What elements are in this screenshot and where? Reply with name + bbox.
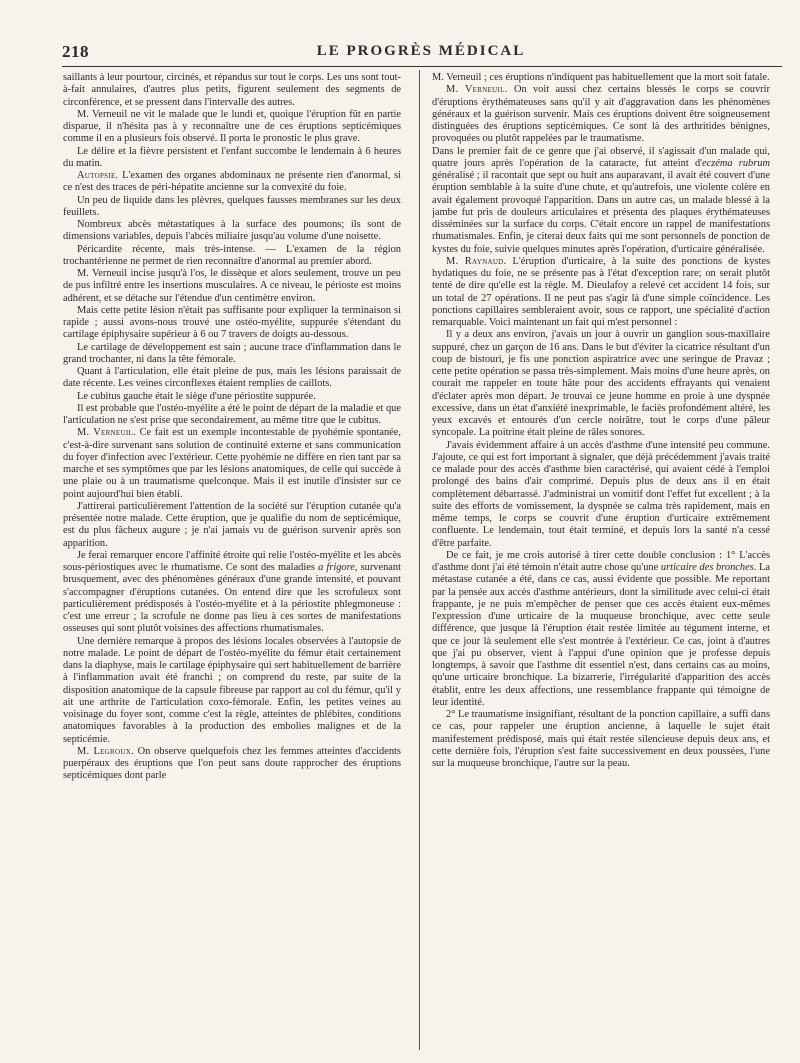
paragraph-text: On voit aussi chez certains blessés le corps se couvrir d'éruptions érythémateuses sans qu'il y ait d'aggravation dans les phénomènes généraux et la guérison survenir. Mais ces éruptions doivent être soigneusement distinguées des éruptions septicémiques. Ce sont là des arthritides bénignes, provoquées ou plutôt rappelées par le traumatisme. [432, 84, 770, 145]
paragraph-text: Le délire et la fièvre persistent et l'enfant succombe le lendemain à 6 heures du matin. [63, 145, 401, 169]
paragraph [63, 219, 401, 244]
italic-term: eczéma rubrum [702, 157, 770, 169]
paragraph-text: Je ferai remarquer encore l'affinité étroite qui relie l'ostéo-myélite et les abcès sous-périostiques avec le rhumatisme. Ce sont des maladies [63, 549, 401, 573]
paragraph [63, 146, 401, 171]
header-rule [62, 66, 782, 67]
italic-term: a frigore [318, 562, 355, 573]
paragraph [63, 550, 401, 636]
paragraph [63, 244, 401, 269]
left-column [63, 72, 401, 1047]
running-title: LE PROGRÈS MÉDICAL [316, 43, 526, 59]
paragraph-text: M. Verneuil ; ces éruptions n'indiquent pas habituellement que la mort soit fatale. [432, 72, 770, 83]
paragraph [432, 709, 770, 770]
paragraph-text: Une dernière remarque à propos des lésions locales observées à l'autopsie de notre malade. Le point de départ de l'ostéo-myélite du fémur était certainement dans la diaphyse, mais le cartilage épiphysaire qui sert habituellement de barrière à l'inflammation avait été franchi ; on comprend du reste, par suite de la disposition anatomique de la capsule fibreuse par rapport au col du fémur, qu'il y ait une arthrite de l'articulation coxo-fémorale. Enfin, les petites veines au voisinage du foyer sont, comme c'est la règle, atteintes de phlébites, conditions anatomiques favorables à la production des embolies malignes et de la septicémie. [63, 635, 401, 745]
paragraph [63, 403, 401, 428]
paragraph-text: Le cartilage de développement est sain ; aucune trace d'inflammation dans le grand trochanter, ni dans la tête fémorale. [63, 341, 401, 365]
speaker-name: Autopsie. [77, 170, 119, 181]
paragraph-text: , survenant brusquement, avec des phénomènes généraux d'une grande intensité, et pouvant s'accompagner d'éruptions cutanées. On entend dire que les scrofuleux sont particulièrement prédisposés à l'ostéo-myélite et à la périostite phlegmoneuse : c'est une erreur ; la scrofule ne donne pas lieu à ces sortes de manifestations osseuses qui sont plutôt voisines des affections rhumatismales. [63, 562, 401, 635]
paragraph [432, 84, 770, 145]
paragraph [63, 636, 401, 746]
paragraph [63, 746, 401, 783]
column-divider [419, 70, 420, 1050]
paragraph-text: Mais cette petite lésion n'était pas suffisante pour expliquer la terminaison si rapide ; aussi avons-nous trouvé une ostéo-myélite, suppurée s'étendant du cartilage épiphysaire supérieur à 6 ou 7 travers de doigts au-dessous. [63, 304, 401, 341]
paragraph [63, 72, 401, 109]
paragraph [432, 256, 770, 330]
paragraph-text: Dans le premier fait de ce genre que j'ai observé, il s'agissait d'un malade qui, quatre jours après l'opération de la cataracte, fut atteint d' [432, 145, 770, 169]
paragraph [63, 427, 401, 501]
paragraph-text: L'éruption d'urticaire, à la suite des ponctions de kystes hydatiques du foie, ne se présente pas à l'état d'exception rare; on serait plutôt tenté de dire qu'elle est la règle. M. Dieulafoy a relevé cet accident 14 fois, sur un total de 27 opérations. Il ne peut pas s'agir là d'une simple coïncidence. Les ponctions capillaires sembleraient avoir, sous ce rapport, une spécialité d'action remarquable. Voici maintenant un fait qui m'est personnel : [432, 255, 770, 328]
paragraph-text: saillants à leur pourtour, circinés, et répandus sur tout le corps. Les uns sont tout-à-fait annulaires, d'autres plus petits, figurent seulement des segments de circonférence, et se pressent dans l'intervalle des autres. [63, 72, 401, 108]
paragraph-text: M. Verneuil incise jusqu'à l'os, le dissèque et alors seulement, trouve un peu de pus infiltré entre les insertions musculaires. A ce niveau, le périoste est moins adhérent, et se détache sur l'étendue d'un centimètre environ. [63, 268, 401, 304]
paragraph-text: Ce fait est un exemple incontestable de pyohémie spontanée, c'est-à-dire survenant sans solution de continuité externe et sans communication du foyer d'infection avec l'extérieur. Cette pyohémie ne diffère en rien tant par sa marche et ses symptômes que par les lésions anatomiques, de celle qui succède à une plaie ou à un traumatisme quelconque. Mais il est inutile d'insister sur ce point aujourd'hui bien établi. [63, 427, 401, 500]
paragraph [63, 195, 401, 220]
paragraph [432, 550, 770, 709]
paragraph-text: De ce fait, je me crois autorisé à tirer cette double conclusion : 1° L'accès d'asthme dont j'ai été témoin n'était autre chose qu'une [432, 549, 770, 573]
paragraph [63, 391, 401, 403]
paragraph [63, 366, 401, 391]
speaker-name: M. Verneuil. [77, 427, 136, 439]
paragraph-text: J'avais évidemment affaire à un accès d'asthme d'une intensité peu commune. J'ajoute, ce qui est fort important à signaler, que déjà précédemment j'avais traité ce malade pour des accès d'asthme bien caractérisé, qui avaient cédé à l'emploi prolongé des bains d'air comprimé. Depuis plus de deux ans il en était complètement débarrassé. J'administrai un vomitif dont l'effet fut excellent ; à la suite des efforts de vomissement, la dyspnée se calma très rapidement, mais en même temps, le corps se couvrit d'une éruption d'urticaire extrêmement confluente. Le lendemain, tout était terminé, et depuis lors la santé n'a cessé d'être parfaite. [432, 439, 770, 549]
paragraph [63, 109, 401, 146]
paragraph-text: On observe quelquefois chez les femmes atteintes d'accidents puerpéraux des éruptions que l'on peut sans doute rapprocher des éruptions septicémiques dont parle [63, 745, 401, 782]
paragraph [63, 305, 401, 342]
paragraph-text: Il y a deux ans environ, j'avais un jour à ouvrir un ganglion sous-maxillaire suppuré, chez un garçon de 16 ans. Dans le but d'éviter la cicatrice résultant d'un coup de bistouri, je fis une ponction aspiratrice avec une seringue de Pravaz ; cette petite opération se passa très-simplement. Mais moins d'une heure après, on courait me rappeler en toute hâte pour des accidents effrayants qui venaient d'éclater après mon départ. Je trouvai ce jeune homme en proie à une dyspnée excessive, dans un état d'anxiété inexprimable, le faciès profondément altéré, les yeux excavés et entourés d'un cercle noirâtre, tout le corps d'une pâleur syncopale. La poitrine était pleine de râles sonores. [432, 329, 770, 439]
paragraph [432, 329, 770, 439]
paragraph-text: Un peu de liquide dans les plèvres, quelques fausses membranes sur les deux feuillets. [63, 194, 401, 218]
speaker-name: M. Raynaud. [446, 255, 507, 267]
paragraph-text: Quant à l'articulation, elle était pleine de pus, mais les lésions paraissait de date récente. Les veines circonflexes étaient remplies de caillots. [63, 366, 401, 390]
right-column [432, 72, 770, 1047]
page-number: 218 [62, 42, 89, 61]
paragraph-text: M. Verneuil ne vit le malade que le lundi et, quoique l'éruption fût en partie disparue, il n'hésita pas à y reconnaître une de ces éruptions septicémiques comme il en a plusieurs fois observé. Il porta le pronostic le plus grave. [63, 108, 401, 145]
italic-term: urticaire des bronches [660, 562, 754, 573]
paragraph [63, 342, 401, 367]
speaker-name: M. Legroux. [77, 745, 134, 757]
paragraph-text: J'attirerai particulièrement l'attention de la société sur l'éruption cutanée qu'a présentée notre malade. Cette éruption, que je qualifie du nom de septicémique, est du plus fâcheux augure ; je n'ai jamais vu de guérison survenir après son apparition. [63, 500, 401, 549]
paragraph [63, 170, 401, 195]
paragraph [432, 440, 770, 550]
page-header [62, 42, 780, 62]
paragraph [63, 268, 401, 305]
paragraph [432, 72, 770, 84]
paragraph-text: Péricardite récente, mais très-intense. — L'examen de la région trochantérienne ne permet de rien reconnaître d'anormal au premier abord. [63, 243, 401, 267]
paragraph-text: Il est probable que l'ostéo-myélite a été le point de départ de la maladie et que l'articulation ne s'est prise que secondairement, au même titre que le cubitus. [63, 402, 401, 426]
paragraph-text: 2° Le traumatisme insignifiant, résultant de la ponction capillaire, a suffi dans ce cas, pour rappeler une éruption ancienne, à laquelle le sujet était manifestement prédisposé, mais qui était restée silencieuse depuis deux ans, et cette dernière fois, l'éruption s'est faite successivement en deux poussées, l'une sur la muqueuse bronchique, l'autre sur la peau. [432, 709, 770, 769]
paragraph-text: Nombreux abcès métastatiques à la surface des poumons; ils sont de dimensions variables, depuis l'abcès miliaire jusqu'au volume d'une noisette. [63, 219, 401, 243]
paragraph [63, 501, 401, 550]
paragraph-text: Le cubitus gauche était le siège d'une périostite suppurée. [77, 390, 316, 402]
paragraph [432, 146, 770, 256]
paragraph-text: généralisé ; il racontait que sept ou huit ans auparavant, il avait été couvert d'une éruption semblable à la suite d'une chute, et qu'autrefois, une violente colère en avait également provoqué l'apparition. Dans un autre cas, un malade blessé à la jambe fut pris de douleurs articulaires et présenta des plaques érythémateuses disséminées sur la surface du corps. C'était encore un rappel de manifestations rhumatismales. Enfin, je citerai deux faits qui me sont personnels de ponction de kystes du foie, suivie quelques minutes après l'opération, d'urticaire généralisée. [432, 170, 770, 255]
speaker-name: M. Verneuil. [446, 84, 508, 96]
paragraph-text: . La métastase cutanée a été, dans ce cas, aussi évidente que possible. Me reportant par la pensée aux accès d'asthme antérieurs, dont la similitude avec celui-ci était frappante, je ne puis m'empêcher de penser que ces accès étaient eux-mêmes l'expression d'une urticaire de la muqueuse bronchique, avec cette seule différence, que jusque là l'éruption était restée limitée au tégument interne, et que ce jour là seulement elle s'est montrée à l'extérieur. Ce cas, joint à d'autres que j'ai pu observer, vient à l'appui d'une opinion que je professe depuis longtemps, à savoir que l'asthme dit essentiel n'est, dans certains cas au moins, qu'une urticaire bronchique. La bizarrerie, l'irrégularité d'apparition des accès établit, entre les deux affections, une ressemblance frappante qui témoigne de leur identité. [432, 562, 770, 708]
paragraph-text: L'examen des organes abdominaux ne présente rien d'anormal, si ce n'est des traces de péri-hépatite ancienne sur la convexité du foie. [63, 170, 401, 194]
